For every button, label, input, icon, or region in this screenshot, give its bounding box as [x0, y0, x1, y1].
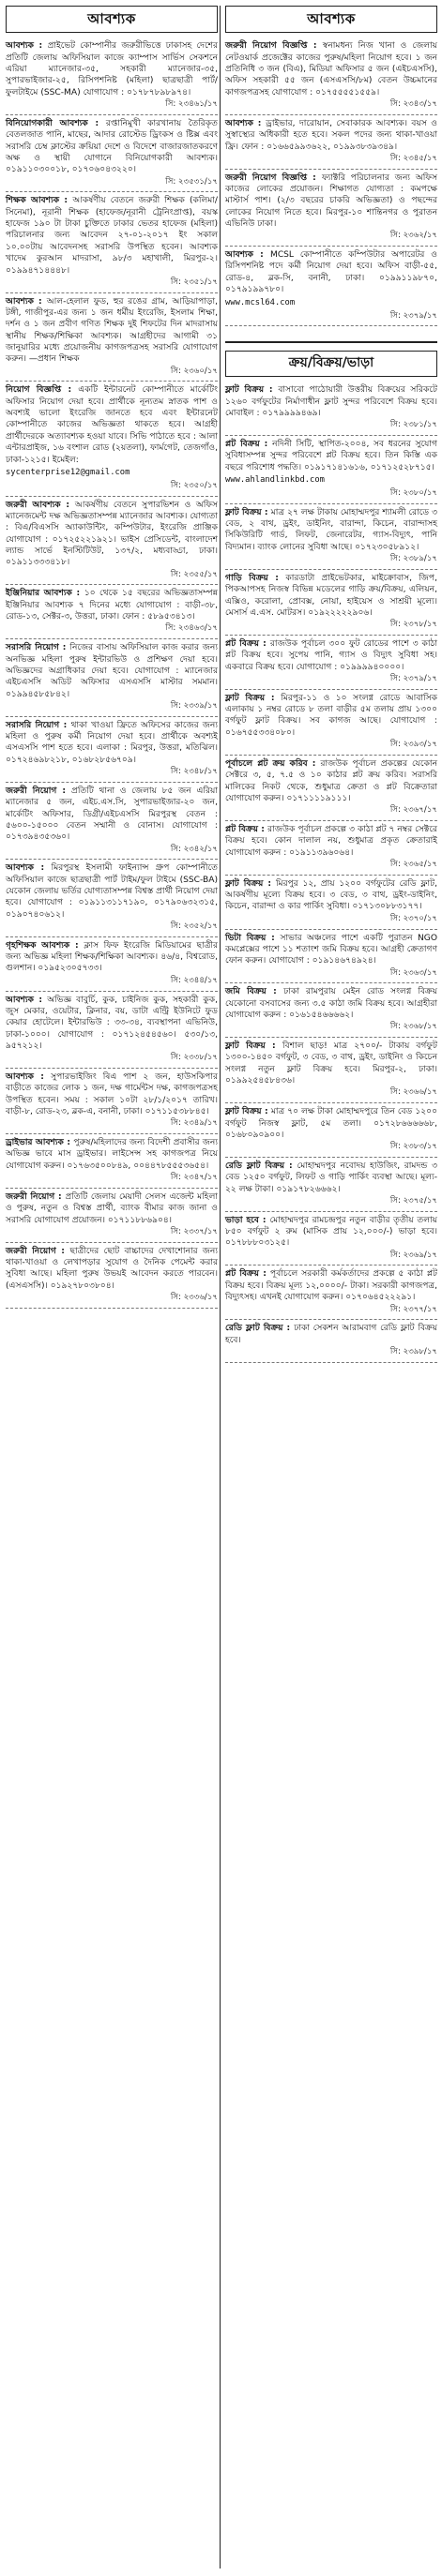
ad-body: মিরপুরস্থ ইসলামী ফাইন্যান্স গ্রুপ কোম্পানীতে অফিসিয়াল কাজে ছাত্রছাত্রী পার্ট টাইম/ফুল টাইমে (SSC-BA) যেকোন জেলায় ভর্তির যোগ্যতাসম্পন্ন বিশ্বস্ত প্রার্থী নিয়োগ দেয়া হবে। যোগাযোগ : ০১৯১১৩১১৭১৯০, ০১৭৯০৬৩২৩১৫, ০১৯০৭৪০৬১২।	[6, 863, 218, 920]
ad-website-link[interactable]: www.mcsl64.com	[225, 297, 296, 307]
classified-ad	[225, 983, 437, 1038]
ad-reference-code: সি: ২৩৩৭/১৭	[170, 1226, 218, 1236]
ad-reference-code: সি: ২৩৪৩/১৭	[389, 99, 437, 110]
ad-reference-code: সি: ২৩৩৮/১৭	[170, 1053, 218, 1063]
classified-ad	[225, 1212, 437, 1266]
ad-body: কারডাটা প্রাইভেটকার, মাইক্রোবাস, জিপ, পিকআপসহ নিজস্ব বিভিন্ন মডেলের গাড়ি ক্রয়/বিক্রয়, এলিয়ন, এক্সিও, করোলা, প্রোবক্স, নোয়া, হাইয়েস ও সাশ্রয়ী মূল্যে। মেসার্স এ.এস. মোটরস। ০১৯২২২২২৯০৬।	[225, 573, 437, 618]
ad-body: রাজউক পূর্বাচল প্রকল্পের যেকোন সেক্টরে ৩, ৫, ৭.৫ ও ১০ কাঠার প্লট ক্রয় করিব। সরাসরি মালিকের নিকট থেকে, শুধুমাত্র ক্রেতা ও প্লট বিক্রেতারা যোগাযোগ করুন। ০১৭১১১১৯১১১।	[225, 758, 437, 803]
classified-ad	[225, 382, 437, 436]
classified-ad	[6, 639, 218, 716]
ad-title: প্লট বিক্রয় :	[225, 638, 270, 649]
ad-body: মোহাম্মদপুর নবোদয় হাউজিং, রামদন্ড ৩ বেড ১২৫০ বর্গফুট, লিফট ও গাড়ি পার্কিং ব্যবস্থা আছে। মূল্য- ২২ লক্ষ টাকা। ০১৯১৭৮২৬৬৬২।	[225, 1161, 437, 1194]
ad-reference-code: সি: ২৩৪৪/১৭	[170, 975, 218, 985]
classified-ad	[225, 504, 437, 570]
ad-title: জরুরী নিয়োগ :	[6, 1246, 70, 1256]
ad-title: শিক্ষক আবশ্যক :	[6, 196, 73, 206]
ad-website-link[interactable]: www.ahlandlinkbd.com	[225, 475, 325, 486]
classified-ad	[6, 293, 218, 382]
classified-ad	[225, 115, 437, 170]
ad-body: বিশাল ছাড়! মাত্র ২৭০০/- টাকায় বর্গফুট ১৩০০-১৪৫০ বর্গফুট, ৩ বেড, ৩ বাথ, ড্রইং, ডাইনিং ও কিচেন সংলগ্ন নতুন ফ্লাট বিক্রয় হবে। মিরপুর-২, ঢাকা। ০১৯৯২৫৪৫৮৪৩৬।	[225, 1041, 437, 1086]
classified-ad	[225, 636, 437, 690]
classified-ad	[6, 192, 218, 292]
ad-reference-code: সি: ২৩৪৭/১৭	[170, 1173, 218, 1183]
ad-reference-code: সি: ২৩৬৬/১৭	[389, 1087, 437, 1098]
left-column	[6, 6, 218, 1309]
ad-body: ১০ থেকে ১৫ বছরের অভিজ্ঞতাসম্পন্ন ইঞ্জিনিয়ার আবশ্যক ৭ দিনের মধ্যে যোগাযোগ : বাড়ী-৩৮, রোড-১৩, সেক্টর-৩, উত্তরা, ঢাকা। ফোন : ৫৮৯৫৩৪১৩।	[6, 589, 219, 622]
ad-title: নিয়োগ বিজ্ঞপ্তি :	[6, 385, 79, 396]
ad-title: ফ্লাট বিক্রয় :	[225, 1041, 283, 1052]
ad-body: মোহাম্মদপুর রামচন্দ্রপুর নতুন বাড়ীর তৃতীয় তলায় ৮৫০ বর্গফুট ২ রুম (মাসিক প্রায় ১২,০০০/-) ভাড়া হবে। ০১৭৮৮৮০৩১২৫।	[225, 1215, 437, 1249]
ad-title: ফ্লাট বিক্রয় :	[225, 385, 279, 396]
classified-ad	[225, 690, 437, 756]
ad-reference-code: সি: ২৩৫৫/১৭	[170, 569, 218, 579]
ad-title: জরুরী নিয়োগ বিজ্ঞপ্তি :	[225, 172, 322, 183]
ad-body: অভিজ্ঞ বাবুর্চি, কুক, চাইনিজ কুক, সহকারী কুক, জুস মেকার, ওয়েটার, ক্লিনার, বয়, ডাটা এন্ট্রি ইউনিটে ফুড কেয়ার হোটেলে। ইন্টারভিউ : ৩৩-৩৪, ব্যবস্থাপনা এভিনিউ, ঢাকা-১০০০। যোগাযোগ : ০১৭১২৪৫৪৫৬০। ৫৩০/১৩, ৯৫৭২১২।	[6, 995, 218, 1051]
classified-ad	[6, 992, 218, 1069]
classified-ad	[225, 821, 437, 876]
ad-title: জমি বিক্রয় :	[225, 987, 284, 997]
ad-title: আবশ্যক :	[6, 995, 48, 1005]
ad-body: রাজউক পূর্বাচল প্রকল্পে ৩ কাঠা প্লট ৭ নম্বর সেক্টরে বিক্রয় হবে। কোন দালাল নয়, শুধুমাত্র প্রকৃত ক্রেতারাই যোগাযোগ করুন : ০১৯১১৩৯৬০৬৪।	[225, 824, 438, 858]
ad-reference-code: সি: ২৩৬৯/১৭	[389, 1250, 437, 1260]
ad-title: আবশ্যক :	[225, 250, 270, 261]
ad-body: স্বনামধন্য নিজ খানা ও জেলায় নেটওয়ার্ক প্রজেক্টের কাজের পুরুষ/মহিলা নিয়োগ হবে। ১ জন প্রতিনিধি ৩ জন (বিএ), মিডিয়া অফিসার ৫ জন (এইচএসসি), অফিস সহকারী ৫৫ জন (এসএসসি/৮ম) বেতন উচ্চমানের কাগজপত্রসহ যোগাযোগ : ০১৭৫৫৫৫১৫৫৯।	[225, 41, 437, 97]
classified-ad	[225, 1158, 437, 1212]
ad-reference-code: সি: ২৩৪৯/১৭	[170, 1118, 218, 1129]
classified-ad	[6, 717, 218, 783]
ad-title: সরাসরি নিয়োগ :	[6, 720, 71, 730]
classified-ad	[6, 382, 218, 496]
classified-ad	[225, 247, 437, 326]
ad-reference-code: সি: ২৩৮০/১৭	[389, 488, 437, 499]
ad-title: জরুরী নিয়োগ বিজ্ঞপ্তি :	[225, 41, 323, 52]
ad-body: ড্রাইভার, দারোয়ান, সেবাকারক আবশ্যক। বয়স ও সুস্বাস্থ্যের অধিকারী হতে হবে। সকল পদের জন্য থাকা-খাওয়া ফ্রি। ফোন : ০১৬৬৫৯৯৩৬২২, ০১৯৯৩৮৩৯৩৪৯।	[225, 118, 437, 152]
classified-ad	[6, 783, 218, 860]
ad-title: বিনিয়োগকারী আবশ্যক :	[6, 118, 106, 128]
ad-body: রপ্তানিমুখী কারখানায় তৈরিকৃত বেতলজাত পানি, মাছের, আদার রোস্টেড ড্রিংকস ও ষ্টিক্স এবং সরাসরি চেম্ব ক্লাস্টের ক্রয়িয়া দেশে ও বিদেশে বাজারজাতকরণে অক্ষ ও স্থায়ী যোগানে বিনিয়োগকারী আবশ্যক। ০১৯১১০৩০০১৮, ০১৭০৬০৪৩২২০।	[6, 118, 218, 175]
ad-body: ঢাকা রামপুরায় মেইন রোড সংলগ্ন বিক্রয় যেকোনো বসবাসের জন্য ৩.৫ কাঠা জমি বিক্রয় হবে। আগ্রহীরা যোগাযোগ করুন : ০১৬১৫৪৬৬৬৬২।	[225, 987, 438, 1020]
classified-ad	[6, 115, 218, 192]
ad-reference-code: সি: ২৩৪৬৩/১৭	[165, 623, 218, 634]
ad-reference-code: সি: ২৩৭০/১৭	[389, 913, 437, 923]
ad-body: MCSL কোম্পানীতে কম্পিউটার অপারেটর ও রিসিপশনিষ্ট পদে কর্মী নিয়োগ দেয়া হবে। অফিস বাড়ী-৫৫, রোড-৪, ব্লক-সি, বনানী, ঢাকা। ০১৯৯১১৯৮৭০, ০১৭৯১৯৯৭৮০।	[225, 250, 437, 295]
ad-reference-code: সি: ২৩৭৯/১৭	[389, 674, 437, 684]
ad-reference-code: সি: ২৩৬৭/১৭	[389, 805, 437, 816]
right-column	[225, 6, 437, 1363]
classified-ad	[6, 585, 218, 639]
ad-body: মাত্র ৭০ লক্ষ টাকা মোহাম্মদপুরে তিন বেড ১২০০ বর্গফুট নিজস্ব ফ্লাট, ৫ম তলা। ০১৭২৮৬৬৬৬৬৮, ০১৬৮০৯০৯০০।	[225, 1107, 437, 1140]
ad-reference-code: সি: ২৩৭৯/১৭	[389, 310, 437, 321]
column-divider	[220, 6, 221, 2569]
ad-reference-code: সি: ২৩৯৮/১৭	[389, 1346, 437, 1356]
ad-title: গাড়ি বিক্রয় :	[225, 573, 286, 583]
classified-ad	[225, 1103, 437, 1158]
ad-title: প্লট বিক্রয় :	[225, 1269, 271, 1280]
ad-body: ফ্যাক্টরি পরিচালনার জন্য অফিস কাজের লোকের প্রয়োজন। শিক্ষাগত যোগ্যতা : কমপক্ষে মাস্টার্স পাশ। (২/৩ বছরের চাকরি অভিজ্ঞতা) ও পছন্দের লোকের নিয়োগ নিতে হবে। মিরপুর-১০ শান্তিনগর ও পুরাতন এভিনিউ ঢাকা।	[225, 172, 437, 230]
ad-reference-code: সি: ২৩৩৬/১৭	[170, 1293, 218, 1303]
ad-reference-code: সি: ২৩৮৯/১৭	[389, 554, 437, 564]
classified-ad	[6, 937, 218, 992]
ad-body: থাকা খাওয়া ফ্রিতে অফিসের কাজের জন্য মহিলা ও পুরুষ কর্মী নিয়োগ দেয়া হবে। প্রার্থীকে অবশ্যই এসএসসি পাশ হতে হবে। এলাকা : মিরপুর, উত্তরা, মতিঝিল। ০১৭২৪৬৯৮২১৮, ০১৬৮২৮৫৬৭০৯।	[6, 720, 218, 765]
ad-title: প্লট বিক্রয় :	[225, 824, 268, 834]
ad-body: মিরপুর ১২, প্রায় ১২০০ বর্গফুটের রেডি ফ্লাট, আকর্ষণীয় মূল্যে বিক্রয় হবে। ৩ বেড, ৩ বাথ, ড্রইং-ডাইনিং, কিচেন, বারান্দা ও কার পার্কিং সুবিধা। ০১৭১৩০৮৮৩১৭৭।	[225, 878, 437, 912]
left-ad-list	[6, 37, 218, 1308]
ad-body: বাসাবো পাঠোয়ারী উত্তরীয় বিক্রয়ের সরিকটে ১২৬০ বর্গফুটের নির্মাণাধীন ফ্লাট সুন্দর পরিবেশে বিক্রয় হবে। মোবাইল : ০১৭৯৯৯৯৪৬৯।	[225, 385, 437, 418]
ad-body: সাভার অঞ্চলের পাশে একটি পুরাতন NGO কমপ্লেক্সের পাশে ১১ শতাংশ জমি বিক্রয় হবে। আগ্রহী ক্রেতাগণ ফোন করুন। যোগাযোগ : ০১৯১৪৬৭৪৯২৪।	[225, 933, 437, 966]
classified-ad	[225, 37, 437, 114]
section-separator	[225, 341, 437, 343]
ad-reference-code: সি: ২৩৪২/১৭	[170, 844, 218, 854]
ad-body: প্রাইভেট কোম্পানীর জরুরীভিত্তে ঢাকাসহ দেশের প্রতিটি জেলায় অফিসিয়াল কাজে ক্যাম্পাস সার্ভিস সেকশনে এরিয়া ম্যানেজার-৩৫, সহকারী ম্যানেজার-৩৫, সুপারভাইজার-২৫, রিসিপশনিষ্ট (মহিলা) ছাত্রছাত্রী পার্ট/ফুলটাইমে (SSC-MA) যোগাযোগ : ০১৭৮৭৮৯৮৯৭৪।	[6, 41, 218, 97]
ad-title: জরুরী নিয়োগ :	[6, 1191, 66, 1202]
ad-email-link[interactable]: sycenterprise12@gmail.com	[6, 467, 130, 477]
ad-reference-code: সি: ২৩৯৩/১৭	[389, 740, 437, 750]
ad-body: ছাত্রীদের ছোট বাচ্চাদের দেখাশোনার জন্য থাকা-খাওয়া ও লেখাপড়ার সুযোগ ও দৈনিক পেমেন্ট করার সুবিধা আছে। মহিলা পুরুষ উভয়ই আবেদন করতে পারবেন। (এসএসসি)। ০১৯২৭৮০৩৮০৪।	[6, 1246, 218, 1291]
classified-ad	[225, 170, 437, 247]
classified-ad	[6, 1069, 218, 1134]
ad-reference-code: সি: ২৩৬৩/১৭	[389, 967, 437, 978]
ad-body: রাজউক পূর্বাচল ৩০০ ফুট রোডের পাশে ৩ কাঠা প্লট বিক্রয় হবে। সুপেয় পানি, গ্যাস ও বিদ্যুৎ সুবিধা সহ। একবারে বিক্রয় হবে। যোগাযোগ : ০১৯৯৯৯৪০০০০।	[225, 638, 438, 672]
sale-section-header: ক্রয়/বিক্রয়/ভাড়া	[225, 351, 437, 377]
ad-body: মাত্র ২৭ লক্ষ টাকায় মোহাম্মদপুর শ্যামলী রোডে ৩ বেড, ২ বাথ, ড্রইং, ডাইনিং, বারান্দা, কিচেন, বারান্দাসহ সিকিউরিটি গার্ড, লিফট, জেনারেটর, গ্যাস-বিদ্যুৎ, পানি বিদ্যমান। ব্যাংক লোনের সুবিধা আছে। ০১৭২৩০৫৮৯১২।	[225, 507, 437, 552]
ad-reference-code: সি: ২৩৬০/১৭	[170, 366, 218, 376]
ad-body: ঢাকা সেকশন আরামবাগ রেডি ফ্লাট বিক্রয় হবে।	[225, 1324, 437, 1345]
ad-reference-code: সি: ২৩৮৩/১৭	[389, 1142, 437, 1152]
ad-reference-code: সি: ২৩৬৮/১৭	[389, 1022, 437, 1032]
ad-title: ভিটা বিক্রয় :	[225, 933, 281, 943]
classified-ad	[225, 876, 437, 930]
ad-reference-code: সি: ২৩৬২/১৭	[389, 231, 437, 241]
ad-body: প্রতিটি থানা ও জেলায় ৮৫ জন এরিয়া ম্যানেজার ৫ জন, এইচ.এস.সি, সুপারভাইজার-২০ জন, মার্কেটিং অফিসার, ডিগ্রী/এইচএসসি মিরপুরস্থ বেতন : ৫৬০০-১৫০০০ বেতন সম্মানী ও বোনাস। যোগাযোগ : ০১৭৩৯৪৩৫৩৬০।	[6, 786, 218, 843]
ad-title: সরাসরি নিয়োগ :	[6, 643, 70, 653]
ad-body: আকর্ষণীয় বেতনে জরুরী শিক্ষক (কলিমা/সিনেমা), নূরানী শিক্ষক (হাফেজ/নূরানী ট্রেনিংপ্রাপ্ত), বয়স্ক হাফেজ ১৯০ টা টাকা চুক্তিতে ঢাকার ভেতর হাফেজ (মহিলা) পরিচালনার জন্য আবেদন ২৭-০১-২০১৭ ইং সকাল ১০.০০টায় আবেদনসহ সরাসরি উপস্থিত হবেন। আবশ্যক খাদেম কুরআন মাদরাসা, ৯৮/৩ মহাখালী, মিরপুর-২। ০১৯৯৪৭১৪৪৪৮।	[6, 196, 218, 276]
ad-title: আবশ্যক :	[6, 41, 48, 52]
ad-body: নিজের বাসায় অফিসিয়াল কাজ করার জন্য অনভিজ্ঞ মহিলা পুরুষ ইন্টারভিউ ও প্রশিক্ষণ দেয়া হবে। অভিজ্ঞদের অগ্রাধিকার দেয়া হবে। যোগাযোগ : ম্যানেজার এইচএসসি অডিট অফিসার এসএসসি মাস্টার সমমান। ০১৯৯৪৫৮৫৮৪২।	[6, 643, 218, 699]
ad-reference-code: সি: ২৩৭৮/১৭	[389, 620, 437, 630]
ad-body: আল-হেলাল ফুড, হুর রঙের গ্রাম, আড়িয়াপাড়া, টঙ্গী, গাজীপুর-এর জন্য ১ জন ধর্মীয় ইংরেজি, ইসলাম শিক্ষা, দর্শন ও ১ জন প্রবীণ গণিত শিক্ষক দুই শিফটের দিন মাদরাসায় স্থানীয় শিক্ষক/শিক্ষিকা আবশ্যক। আগ্রহীদের আগামী ৩১ জানুয়ারির মধ্যে প্রয়োজনীয় কাগজপত্রসহ সরাসরি যোগাযোগ করুন। —প্রধান শিক্ষক	[6, 296, 218, 365]
classified-ad	[225, 1320, 437, 1362]
ad-title: আবশ্যক :	[6, 296, 47, 307]
classified-ad	[6, 1189, 218, 1243]
classified-ad	[6, 860, 218, 936]
ad-title: প্লট বিক্রয় :	[225, 440, 273, 449]
classified-ad	[6, 1134, 218, 1189]
ad-body: মিরপুর-১১ ও ১০ সংলগ্ন রোডে আবাসিক এলাকায় ১ নম্বর রোডে ৮ তলা বাড়ীর ৫ম তলায় প্রায় ১৩০০ বর্গফুট ফ্লাট বিক্রয়। সব কাগজ আছে। যোগাযোগ : ০১৬৭৫৫৩৩৪০৮০।	[225, 693, 437, 738]
ad-body: নদিনী সিটি, স্থাপিত-২০০৪, সব ধরনের সুযোগ সুবিধাসম্পন্ন সুন্দর পরিবেশে প্লট বিক্রয় হবে। তিন কিস্তি এক বছরে পরিশোধ পদ্ধতি। ০১৯১৭১৪১৬১৬, ০১৭১২৫২৮৭১৫।	[225, 440, 437, 472]
ad-title: আবশ্যক :	[6, 1072, 52, 1082]
ad-body: পূর্বাচলে সরকারী কর্মকর্তাদের প্রকল্পে ৫ কাঠা প্লট বিক্রয় হবে। বিক্রয় মূল্য ১২,০০০০/- টাকা। সরকারী কাগজপত্র, বিদ্যুৎসহ। এখনই যোগাযোগ করুন। ০১৭০৬৪৫২২২৯১।	[225, 1269, 437, 1303]
classified-ad	[6, 1243, 218, 1309]
ad-title: ফ্লাট বিক্রয় :	[225, 693, 282, 703]
ad-title: ইঞ্জিনিয়ার আবশ্যক :	[6, 589, 84, 599]
ad-body: ক্লাস ফিফ ইংরেজি মিডিয়ামের ছাত্রীর জন্য অভিজ্ঞ মহিলা শিক্ষক/শিক্ষিকা আবশ্যক। ৪৬/৪, বিশ্বরোড, গুলশান। ০১৯৫২৩০৫৭৩৩।	[6, 940, 218, 974]
ad-body: পুরুষ/মহিলাদের জন্য বিদেশী প্রবাসীর জন্য অভিজ্ঞ ভাবে মাস ড্রাইভার। লাইসেন্স সহ কাগজপত্র নিয়ে যোগাযোগ করুন। ০১৭৬৩৫০০৮৪৯, ০০৪৪৭৮৫৫৫৩৬৫৪।	[6, 1138, 218, 1171]
ad-reference-code: সি: ২৩৫১/১৭	[170, 277, 218, 287]
ad-title: পূর্বাচলে প্লট ক্রয় করিব :	[225, 758, 321, 769]
classified-ad	[225, 1038, 437, 1103]
classified-ad	[225, 1266, 437, 1320]
right-section-header: আবশ্যক	[225, 6, 437, 33]
ad-title: আবশ্যক :	[225, 118, 267, 128]
ad-title: গৃহশিক্ষক আবশ্যক :	[6, 940, 84, 951]
ad-title: ভাড়া হবে :	[225, 1215, 270, 1225]
ad-reference-code: সি: ২৩৩৯/১৭	[170, 700, 218, 711]
ad-reference-code: সি: ২৩৫৩১/১৭	[165, 176, 218, 187]
ad-title: রেডি ফ্লাট বিক্রয় :	[225, 1161, 297, 1171]
right-job-ad-list	[225, 37, 437, 326]
classified-ad	[225, 570, 437, 636]
classified-ad	[6, 37, 218, 114]
ad-reference-code: সি: ২৩৭৫/১৭	[389, 1196, 437, 1206]
classified-ad	[225, 756, 437, 821]
classified-ad	[6, 497, 218, 586]
ad-title: আবশ্যক :	[6, 863, 52, 874]
ad-body: সুপারভাইজিং ৰিএ পাশ ২ জন, হাউসকিপার বাড়ীতে কাজের লোক ১ জন, দক্ষ গার্মেন্টস দক্ষ, কাগজপত্রসহ উপস্থিত হবেন। সময় : সকাল ১০টা ২৮/১/২০১৭ তারিখ। বাড়ী-৮, রোড-২৩, ব্লক-এ, বনানী, ঢাকা। ০১৭১১৫৩৮৮৪৫।	[6, 1072, 218, 1117]
left-section-header: আবশ্যক	[6, 6, 218, 33]
ad-title: রেডি ফ্লাট বিক্রয় :	[225, 1324, 295, 1334]
ad-title: জরুরী নিয়োগ :	[6, 786, 72, 796]
ad-title: ফ্লাট বিক্রয় :	[225, 1107, 271, 1117]
classified-ad	[225, 930, 437, 984]
ad-reference-code: সি: ২৩৭৭/১৭	[389, 1304, 437, 1314]
ad-title: ফ্লাট বিক্রয় :	[225, 507, 271, 517]
ad-reference-code: সি: ২৩৪৫/১৭	[389, 153, 437, 163]
ad-reference-code: সি: ২৩৪৮/১৭	[170, 767, 218, 777]
sale-ad-list	[225, 382, 437, 1362]
ad-reference-code: সি: ২৩৫০/১৭	[170, 480, 218, 490]
classified-ad	[225, 436, 437, 504]
ad-body: প্রতিটি জেলায় মেয়াদী সেলস এজেন্ট মহিলা ও পুরুষ, নতুন ও বিশ্বস্ত প্রার্থী, ব্যাংক বীমার কাজ জানা ও সরাসরি যোগাযোগ প্রয়োজন। ০১৭১১৮৮৬৯০৪।	[6, 1191, 218, 1225]
ad-reference-code: সি: ২৩৮১/১৭	[389, 420, 437, 430]
ad-body: একটি ইন্টারনেট কোম্পানীতে মার্কেটিং অফিসার নিয়োগ দেয়া হবে। প্রার্থীকে নূন্যতম স্নাতক পাশ ও অবশ্যই ভালো ইংরেজি জানতে হবে এবং ইন্টারনেট কোম্পানীতে কাজের অভিজ্ঞতা থাকতে হবে। আগ্রহী প্রার্থীদেরকে অত্যাবশ্যক হওয়া যাবে। সিভি পাঠাতে হবে : আলা এন্টারপ্রাইজ, ১৬ বংশাল রোড (২য়তলা), ফার্মগেট, তেজগাঁও, ঢাকা-১২১৫। ইমেইল:	[6, 385, 218, 465]
ad-reference-code: সি: ২৩৪৬১/১৭	[165, 99, 218, 110]
ad-reference-code: সি: ২৩৫২/১৭	[170, 921, 218, 932]
ad-title: জরুরী আবশ্যক :	[6, 500, 75, 510]
ad-reference-code: সি: ২৩৬৫/১৭	[389, 860, 437, 870]
ad-title: ফ্লাট বিক্রয় :	[225, 878, 276, 889]
ad-body: আকর্ষণীয় বেতনে সুপারভিশন ও অফিস ম্যানেজমেন্ট দক্ষ অভিজ্ঞতাসম্পন্ন ম্যানেজার আবশ্যক। যোগ্যতা : বিএ/বিএসসি অ্যাকাউন্টিং, কম্পিউটার, ইংরেজি প্রাঞ্জিক যোগাযোগ : ০১৭২৫২২১৯২১। ভাইস প্রেসিডেন্ট, বাংলাদেশ ল্যান্ড সার্ভে ইনস্টিটিউট, ১৩৭/২, মধ্যবাড্ডা, ঢাকা। ০১৯১১৩৩৩৪১৮।	[6, 500, 218, 568]
ad-title: ড্রাইভার আবশ্যক :	[6, 1138, 74, 1148]
